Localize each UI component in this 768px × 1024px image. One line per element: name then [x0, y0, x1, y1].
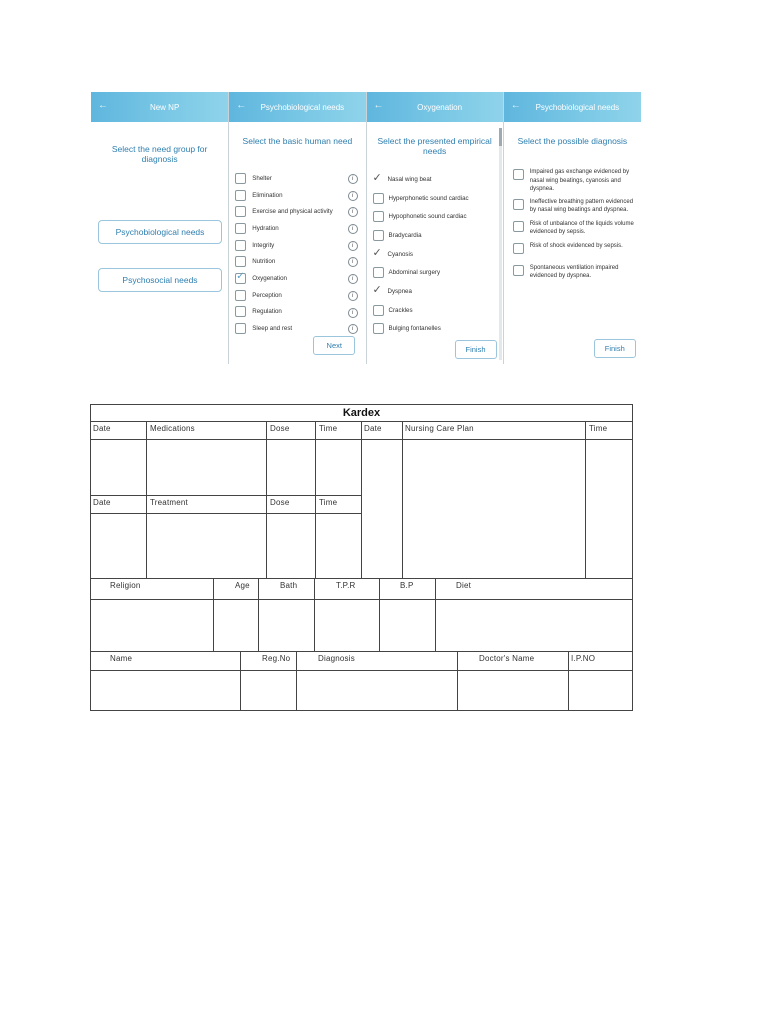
header-doctors-name: Doctor's Name [479, 654, 535, 663]
rule [314, 578, 315, 651]
need-option[interactable] [235, 170, 361, 187]
need-option-label: Elimination [252, 191, 283, 199]
need-option-label: Shelter [252, 174, 272, 182]
rule [315, 421, 316, 578]
rule [240, 651, 241, 711]
header-treatment-dose: Dose [270, 498, 290, 507]
screen-possible-diagnosis [504, 92, 641, 364]
diagnosis-option[interactable] [513, 168, 637, 194]
header-plan-time: Time [589, 424, 608, 433]
need-option-label: Integrity [252, 241, 275, 249]
header-plan-date: Date [364, 424, 382, 433]
info-icon[interactable]: i [348, 174, 358, 184]
screen-prompt: Select the presented empirical needs [377, 136, 492, 156]
rule [402, 421, 403, 578]
rule [90, 495, 361, 496]
diagnosis-label: Ineffective breathing pattern evidenced by nasal wing beatings and dyspnea. [529, 198, 634, 213]
diagnosis-option[interactable] [513, 220, 637, 238]
scrollbar-thumb[interactable] [499, 128, 502, 146]
need-option[interactable] [235, 187, 361, 204]
empirical-need-option[interactable] [373, 170, 499, 189]
need-option-label: Nutrition [252, 258, 276, 266]
rule [435, 578, 436, 651]
diagnosis-option[interactable] [513, 242, 637, 260]
screen-title: Psychobiological needs [535, 102, 620, 112]
checkbox[interactable] [373, 193, 384, 204]
header-reg-no: Reg.No [262, 654, 291, 663]
screen-header [229, 92, 365, 122]
header-nursing-care-plan: Nursing Care Plan [405, 424, 474, 433]
header-time: Time [319, 424, 338, 433]
checkbox[interactable] [235, 206, 246, 217]
kardex-title: Kardex [342, 407, 381, 419]
rule [146, 421, 147, 578]
need-option[interactable] [235, 237, 361, 254]
checkbox[interactable] [513, 169, 524, 180]
checkbox[interactable] [235, 323, 246, 334]
need-option-label: Perception [252, 291, 282, 299]
header-treatment: Treatment [150, 498, 188, 507]
checkbox[interactable] [373, 323, 384, 334]
rule [90, 513, 361, 514]
empirical-need-option[interactable] [373, 301, 499, 320]
header-ip-no: I.P.NO [571, 654, 596, 663]
header-name: Name [110, 654, 133, 663]
info-icon[interactable]: i [348, 257, 358, 267]
rule [266, 421, 267, 578]
psychobiological-needs-button[interactable]: Psychobiological needs [98, 220, 222, 244]
kardex-form [90, 404, 633, 711]
checkbox[interactable] [235, 290, 246, 301]
diagnosis-label: Risk of unbalance of the liquids volume evidenced by sepsis. [529, 220, 634, 235]
screen-prompt: Select the need group for diagnosis [111, 144, 208, 164]
need-option-label: Hydration [252, 224, 279, 232]
checkbox[interactable] [235, 173, 246, 184]
empirical-need-label: Nasal wing beat [387, 175, 432, 183]
checkbox[interactable] [235, 256, 246, 267]
header-dose: Dose [270, 424, 290, 433]
rule [585, 421, 586, 578]
empirical-need-label: Hypophonetic sound cardiac [388, 213, 467, 221]
info-icon[interactable]: i [348, 308, 358, 318]
info-icon[interactable]: i [348, 291, 358, 301]
info-icon[interactable]: i [348, 224, 358, 234]
screen-psychobiological-needs [229, 92, 366, 364]
checkbox[interactable] [235, 273, 246, 284]
checkbox[interactable] [373, 211, 384, 222]
rule [213, 578, 214, 651]
header-bath: Bath [280, 581, 298, 590]
screen-header [504, 92, 641, 122]
need-option[interactable] [235, 304, 361, 321]
screen-header [367, 92, 503, 122]
rule [258, 578, 259, 651]
rule [90, 651, 633, 652]
header-medications: Medications [150, 424, 195, 433]
need-option[interactable] [235, 287, 361, 304]
header-treatment-time: Time [319, 498, 338, 507]
finish-button[interactable]: Finish [455, 340, 497, 359]
diagnosis-label: Risk of shock evidenced by sepsis. [529, 242, 623, 249]
checkbox[interactable] [373, 267, 384, 278]
empirical-need-option[interactable] [373, 226, 499, 245]
need-option[interactable] [235, 203, 361, 220]
screen-new-np [91, 92, 229, 364]
checkbox[interactable] [513, 221, 524, 232]
screen-header [91, 92, 228, 122]
rule [457, 651, 458, 711]
app-screens [91, 92, 641, 364]
empirical-need-label: Cyanosis [387, 250, 413, 258]
info-icon[interactable]: i [348, 191, 358, 201]
back-arrow-icon[interactable]: ← [510, 100, 521, 111]
diagnosis-label: Spontaneous ventilation impaired evidenced by dyspnea. [529, 264, 619, 279]
screen-title: Psychobiological needs [260, 102, 345, 112]
diagnosis-label: Impaired gas exchange evidenced by nasal wing beatings, cyanosis and dyspnea. [529, 169, 630, 192]
header-tpr: T.P.R [336, 581, 356, 590]
header-age: Age [235, 581, 250, 590]
need-option-label: Oxygenation [252, 274, 287, 282]
need-option-label: Exercise and physical activity [252, 208, 333, 216]
checkbox[interactable] [235, 306, 246, 317]
rule [90, 599, 633, 600]
rule [379, 578, 380, 651]
need-option[interactable] [235, 320, 361, 337]
need-option[interactable] [235, 220, 361, 237]
empirical-need-option[interactable] [373, 320, 499, 339]
empirical-need-label: Dyspnea [387, 287, 412, 295]
checkbox[interactable] [373, 305, 384, 316]
diagnosis-list [513, 168, 637, 286]
check-icon[interactable] [373, 174, 383, 184]
rule [568, 651, 569, 711]
checkbox[interactable] [235, 223, 246, 234]
empirical-need-option[interactable] [373, 263, 499, 282]
need-option-label: Sleep and rest [252, 325, 293, 333]
check-icon[interactable] [373, 249, 383, 259]
need-option-label: Regulation [252, 308, 282, 316]
checkbox[interactable] [513, 265, 524, 276]
empirical-needs-list [373, 170, 499, 338]
back-arrow-icon[interactable]: ← [236, 100, 247, 111]
diagnosis-option[interactable] [513, 264, 637, 282]
diagnosis-option[interactable] [513, 198, 637, 216]
empirical-need-option[interactable] [373, 245, 499, 264]
rule [361, 421, 362, 578]
screen-prompt: Select the basic human need [242, 136, 353, 146]
checkbox[interactable] [235, 240, 246, 251]
rule [296, 651, 297, 711]
back-arrow-icon[interactable]: ← [373, 100, 384, 111]
info-icon[interactable]: i [348, 241, 358, 251]
scrollbar[interactable] [499, 128, 502, 360]
screen-title: New NP [149, 102, 180, 112]
checkbox[interactable] [513, 243, 524, 254]
screen-prompt: Select the possible diagnosis [517, 136, 628, 146]
checkbox[interactable] [373, 230, 384, 241]
screen-oxygenation [367, 92, 504, 364]
header-bp: B.P [400, 581, 414, 590]
empirical-need-option[interactable] [373, 282, 499, 301]
rule [90, 578, 633, 579]
need-option[interactable] [235, 270, 361, 287]
rule [90, 670, 633, 671]
info-icon[interactable]: i [348, 274, 358, 284]
empirical-need-label: Hyperphonetic sound cardiac [388, 194, 469, 202]
next-button[interactable]: Next [313, 336, 355, 355]
info-icon[interactable]: i [348, 324, 358, 334]
empirical-need-option[interactable] [373, 189, 499, 208]
header-religion: Religion [110, 581, 141, 590]
header-treatment-date: Date [93, 498, 111, 507]
empirical-need-label: Bulging fontanelles [388, 325, 441, 333]
checkbox[interactable] [235, 190, 246, 201]
header-diagnosis: Diagnosis [318, 654, 355, 663]
check-icon[interactable] [373, 286, 383, 296]
empirical-need-option[interactable] [373, 207, 499, 226]
psychosocial-needs-button[interactable]: Psychosocial needs [98, 268, 222, 292]
need-option[interactable] [235, 253, 361, 270]
info-icon[interactable]: i [348, 207, 358, 217]
header-date: Date [93, 424, 111, 433]
human-need-list [235, 170, 361, 337]
checkbox[interactable] [513, 199, 524, 210]
empirical-need-label: Abdominal surgery [388, 269, 441, 277]
back-arrow-icon[interactable]: ← [98, 100, 108, 111]
empirical-need-label: Crackles [388, 306, 413, 314]
empirical-need-label: Bradycardia [388, 231, 422, 239]
finish-button[interactable]: Finish [594, 339, 636, 358]
header-diet: Diet [456, 581, 472, 590]
screen-title: Oxygenation [417, 102, 463, 112]
